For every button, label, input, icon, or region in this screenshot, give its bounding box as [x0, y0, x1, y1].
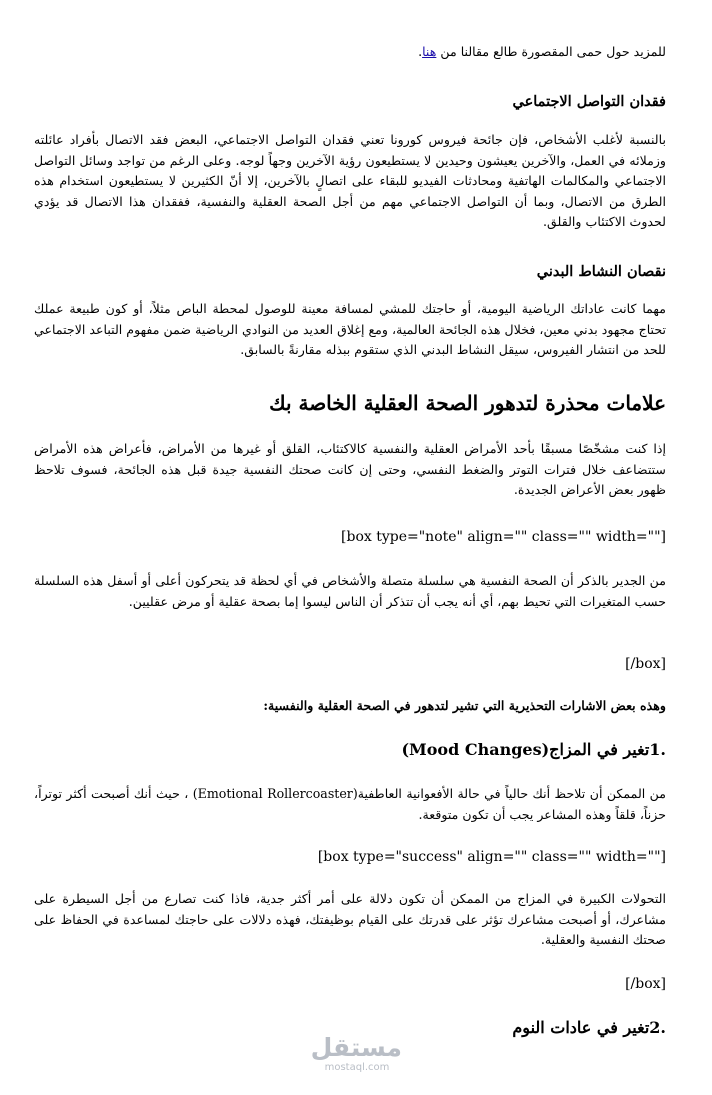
shortcode-success-close — [34, 974, 666, 994]
heading-social-loss: فقدان التواصل الاجتماعي — [512, 93, 666, 110]
intro-paragraph — [34, 42, 666, 63]
heading-warning-signs: علامات محذرة لتدهور الصحة العقلية الخاصة بك — [269, 391, 666, 415]
watermark-latin: mostaql.com — [324, 1062, 390, 1073]
shortcode-note-open-text: [box type="note" align="" class="" width=""] — [341, 529, 666, 545]
shortcode-note-open — [34, 527, 666, 547]
watermark-arabic: مستقل — [310, 1033, 402, 1062]
paragraph-signs-intro: وهذه بعض الاشارات التحذيرية التي تشير لتدهور في الصحة العقلية والنفسية: — [263, 698, 666, 713]
sleep-heading-text: تغير في عادات النوم — [512, 1018, 650, 1037]
mostaql-watermark-logo — [312, 1034, 402, 1074]
shortcode-note-close-text: [/box] — [625, 656, 666, 672]
paragraph-mood-changes: من الممكن أن تلاحظ أنك حالياً في حالة الأفعوانية العاطفية(Emotional Rollercoaster) ، حيث أنك أصبحت أكثر توتراً، حزناً، قلقاً وهذه المشاعر يجب أن تكون متوقعة. — [34, 786, 667, 822]
intro-text: للمزيد حول حمى المقصورة طالع مقالنا من — [436, 44, 666, 59]
paragraph-note: من الجدير بالذكر أن الصحة النفسية هي سلسلة متصلة والأشخاص في أي لحظة قد يتحركون أعلى أو أسفل هذه السلسلة حسب المتغيرات التي تحيط بهم، أي أنه يجب أن تتذكر أن الناس ليسوا إما بصحة عقلية أو مرض عقليين. — [34, 573, 666, 609]
paragraph-warning-signs: إذا كنت مشخّصًا مسبقًا بأحد الأمراض العقلية والنفسية كالاكتئاب، القلق أو غيرها من الأمراض، فأعراض هذه الأمراض ستتضاعف خلال فترات التوتر والضغط النفسي، وحتى إن كانت صحتك النفسية جيدة قبل هذه الجائحة، فسوف تلاحظ ظهور بعض الأعراض الجديدة. — [34, 441, 666, 497]
intro-end: . — [418, 44, 423, 59]
more-link[interactable]: هنا — [422, 44, 437, 59]
sleep-number: 2. — [649, 1018, 666, 1037]
shortcode-note-close — [34, 654, 666, 674]
paragraph-mood-success: التحولات الكبيرة في المزاج من الممكن أن تكون دلالة على أمر أكثر جدية، فاذا كنت تصارع من أجل السيطرة على مشاعرك، أو أصبحت مشاعرك تؤثر على قدرتك على القيام بوظيفتك، فهذه دلالات على حاجتك لمساعدة في الحفاظ على صحتك النفسية والعقلية. — [34, 891, 666, 947]
shortcode-success-open-text: [box type="success" align="" class="" width=""] — [317, 849, 666, 865]
heading-mood-changes — [34, 740, 666, 760]
shortcode-success-close-text: [/box] — [625, 976, 666, 992]
shortcode-success-open — [34, 847, 666, 867]
heading-physical-activity: نقصان النشاط البدني — [536, 263, 666, 280]
paragraph-physical-activity: مهما كانت عاداتك الرياضية اليومية، أو حاجتك للمشي لمسافة معينة للوصول لمحطة الباص مثلاً، أو كون طبيعة عملك تحتاج مجهود بدني معين، فخلال هذه الجائحة العالمية، ومع إغلاق العديد من النوادي الرياضية ضمن مفهوم التباعد الاجتماعي للحد من انتشار الفيروس، سيقل النشاط البدني الذي ستقوم ببذله مقارنةً بالسابق. — [34, 301, 666, 357]
mood-number: 1. — [649, 740, 666, 759]
paragraph-social-loss: بالنسبة لأغلب الأشخاص، فإن جائحة فيروس كورونا تعني فقدان التواصل الاجتماعي، البعض فقد الاتصال بأفراد عائلته وزملائه في العمل، والآخرين يعيشون وحيدين لا يستطيعون رؤية الآخرين وجهاً لوجه. وعلى الرغم من تواجد وسائل التواصل الاجتماعي والمكالمات الهاتفية ومحادثات الفيديو للبقاء على اتصالٍ بالآخرين، إلا أنّ الكثيرين لا يستطيعون استخدام هذه الطرق من الاتصال، وبما أن التواصل الاجتماعي مهم من أجل الصحة العقلية والنفسية، ففقدان هذا الاتصال قد يؤدي لحدوث الاكتئاب والقلق. — [34, 132, 666, 229]
mood-heading-text: تغير في المزاج(Mood Changes) — [401, 740, 650, 759]
